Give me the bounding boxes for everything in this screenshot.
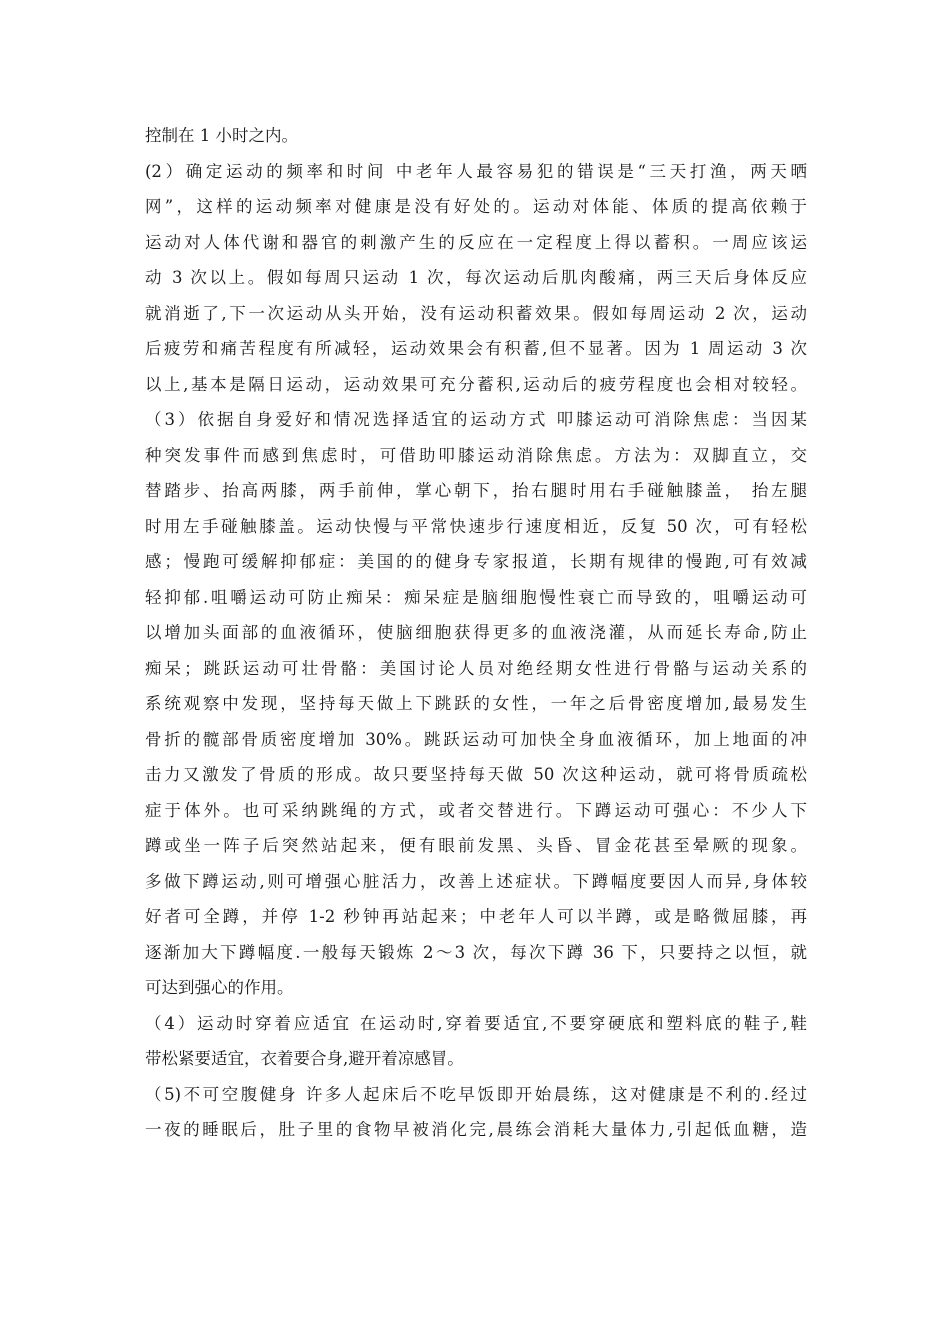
text-line: 种突发事件而感到焦虑时，可借助叩膝运动消除焦虑。方法为：双脚直立，交: [145, 445, 807, 465]
text-line: 替踏步、抬高两膝，两手前伸，掌心朝下，抬右腿时用右手碰触膝盖， 抬左腿: [145, 481, 807, 500]
document-body: [145, 118, 807, 1148]
text-line: 症于体外。也可采纳跳绳的方式，或者交替进行。下蹲运动可强心：不少人下: [145, 800, 807, 820]
text-line: 骨折的髋部骨质密度增加 30%。跳跃运动可加快全身血液循环，加上地面的冲: [145, 729, 807, 749]
text-line: 时用左手碰触膝盖。运动快慢与平常快速步行速度相近，反复 50 次，可有轻松: [145, 516, 807, 536]
text-line: (2）确定运动的频率和时间 中老年人最容易犯的错误是“三天打渔，两天晒: [145, 161, 807, 181]
text-line: 以上,基本是隔日运动，运动效果可充分蓄积,运动后的疲劳程度也会相对较轻。: [145, 374, 807, 394]
text-line: 蹲或坐一阵子后突然站起来，便有眼前发黑、头昏、冒金花甚至晕厥的现象。: [145, 836, 807, 855]
text-line: 击力又激发了骨质的形成。故只要坚持每天做 50 次这种运动，就可将骨质疏松: [145, 765, 807, 784]
text-line: 以增加头面部的血液循环，使脑细胞获得更多的血液浇灌，从而延长寿命,防止: [145, 623, 807, 642]
text-line: 运动对人体代谢和器官的刺激产生的反应在一定程度上得以蓄积。一周应该运: [145, 232, 807, 252]
text-line: 动 3 次以上。假如每周只运动 1 次，每次运动后肌肉酸痛，两三天后身体反应: [145, 268, 807, 287]
text-line: 逐渐加大下蹲幅度.一般每天锻炼 2～3 次，每次下蹲 36 下，只要持之以恒，就: [145, 942, 807, 962]
text-line: （5)不可空腹健身 许多人起床后不吃早饭即开始晨练，这对健康是不利的.经过: [145, 1084, 807, 1104]
text-line: 一夜的睡眠后，肚子里的食物早被消化完,晨练会消耗大量体力,引起低血糖，造: [145, 1120, 807, 1139]
text-line: 系统观察中发现，坚持每天做上下跳跃的女性，一年之后骨密度增加,最易发生: [145, 694, 807, 713]
text-line: 多做下蹲运动,则可增强心脏活力，改善上述症状。下蹲幅度要因人而异,身体较: [145, 871, 807, 891]
text-line: 控制在 1 小时之内。: [145, 126, 298, 145]
text-line: 可达到强心的作用。: [145, 978, 294, 997]
text-line: 网”，这样的运动频率对健康是没有好处的。运动对体能、体质的提高依赖于: [145, 197, 807, 216]
text-line: 带松紧要适宜，衣着要合身,避开着凉感冒。: [145, 1049, 464, 1068]
text-line: （4）运动时穿着应适宜 在运动时,穿着要适宜,不要穿硬底和塑料底的鞋子,鞋: [145, 1013, 807, 1033]
text-line: 痴呆；跳跃运动可壮骨骼：美国讨论人员对绝经期女性进行骨骼与运动关系的: [145, 658, 807, 678]
text-line: 感；慢跑可缓解抑郁症：美国的的健身专家报道，长期有规律的慢跑,可有效减: [145, 552, 807, 571]
text-line: 好者可全蹲，并停 1-2 秒钟再站起来；中老年人可以半蹲，或是略微屈膝，再: [145, 907, 807, 926]
text-line: 轻抑郁.咀嚼运动可防止痴呆：痴呆症是脑细胞慢性衰亡而导致的，咀嚼运动可: [145, 587, 807, 607]
text-line: （3）依据自身爱好和情况选择适宜的运动方式 叩膝运动可消除焦虑：当因某: [145, 410, 807, 429]
text-line: 后疲劳和痛苦程度有所减轻，运动效果会有积蓄,但不显著。因为 1 周运动 3 次: [145, 339, 807, 358]
text-line: 就消逝了,下一次运动从头开始，没有运动积蓄效果。假如每周运动 2 次，运动: [145, 303, 807, 323]
